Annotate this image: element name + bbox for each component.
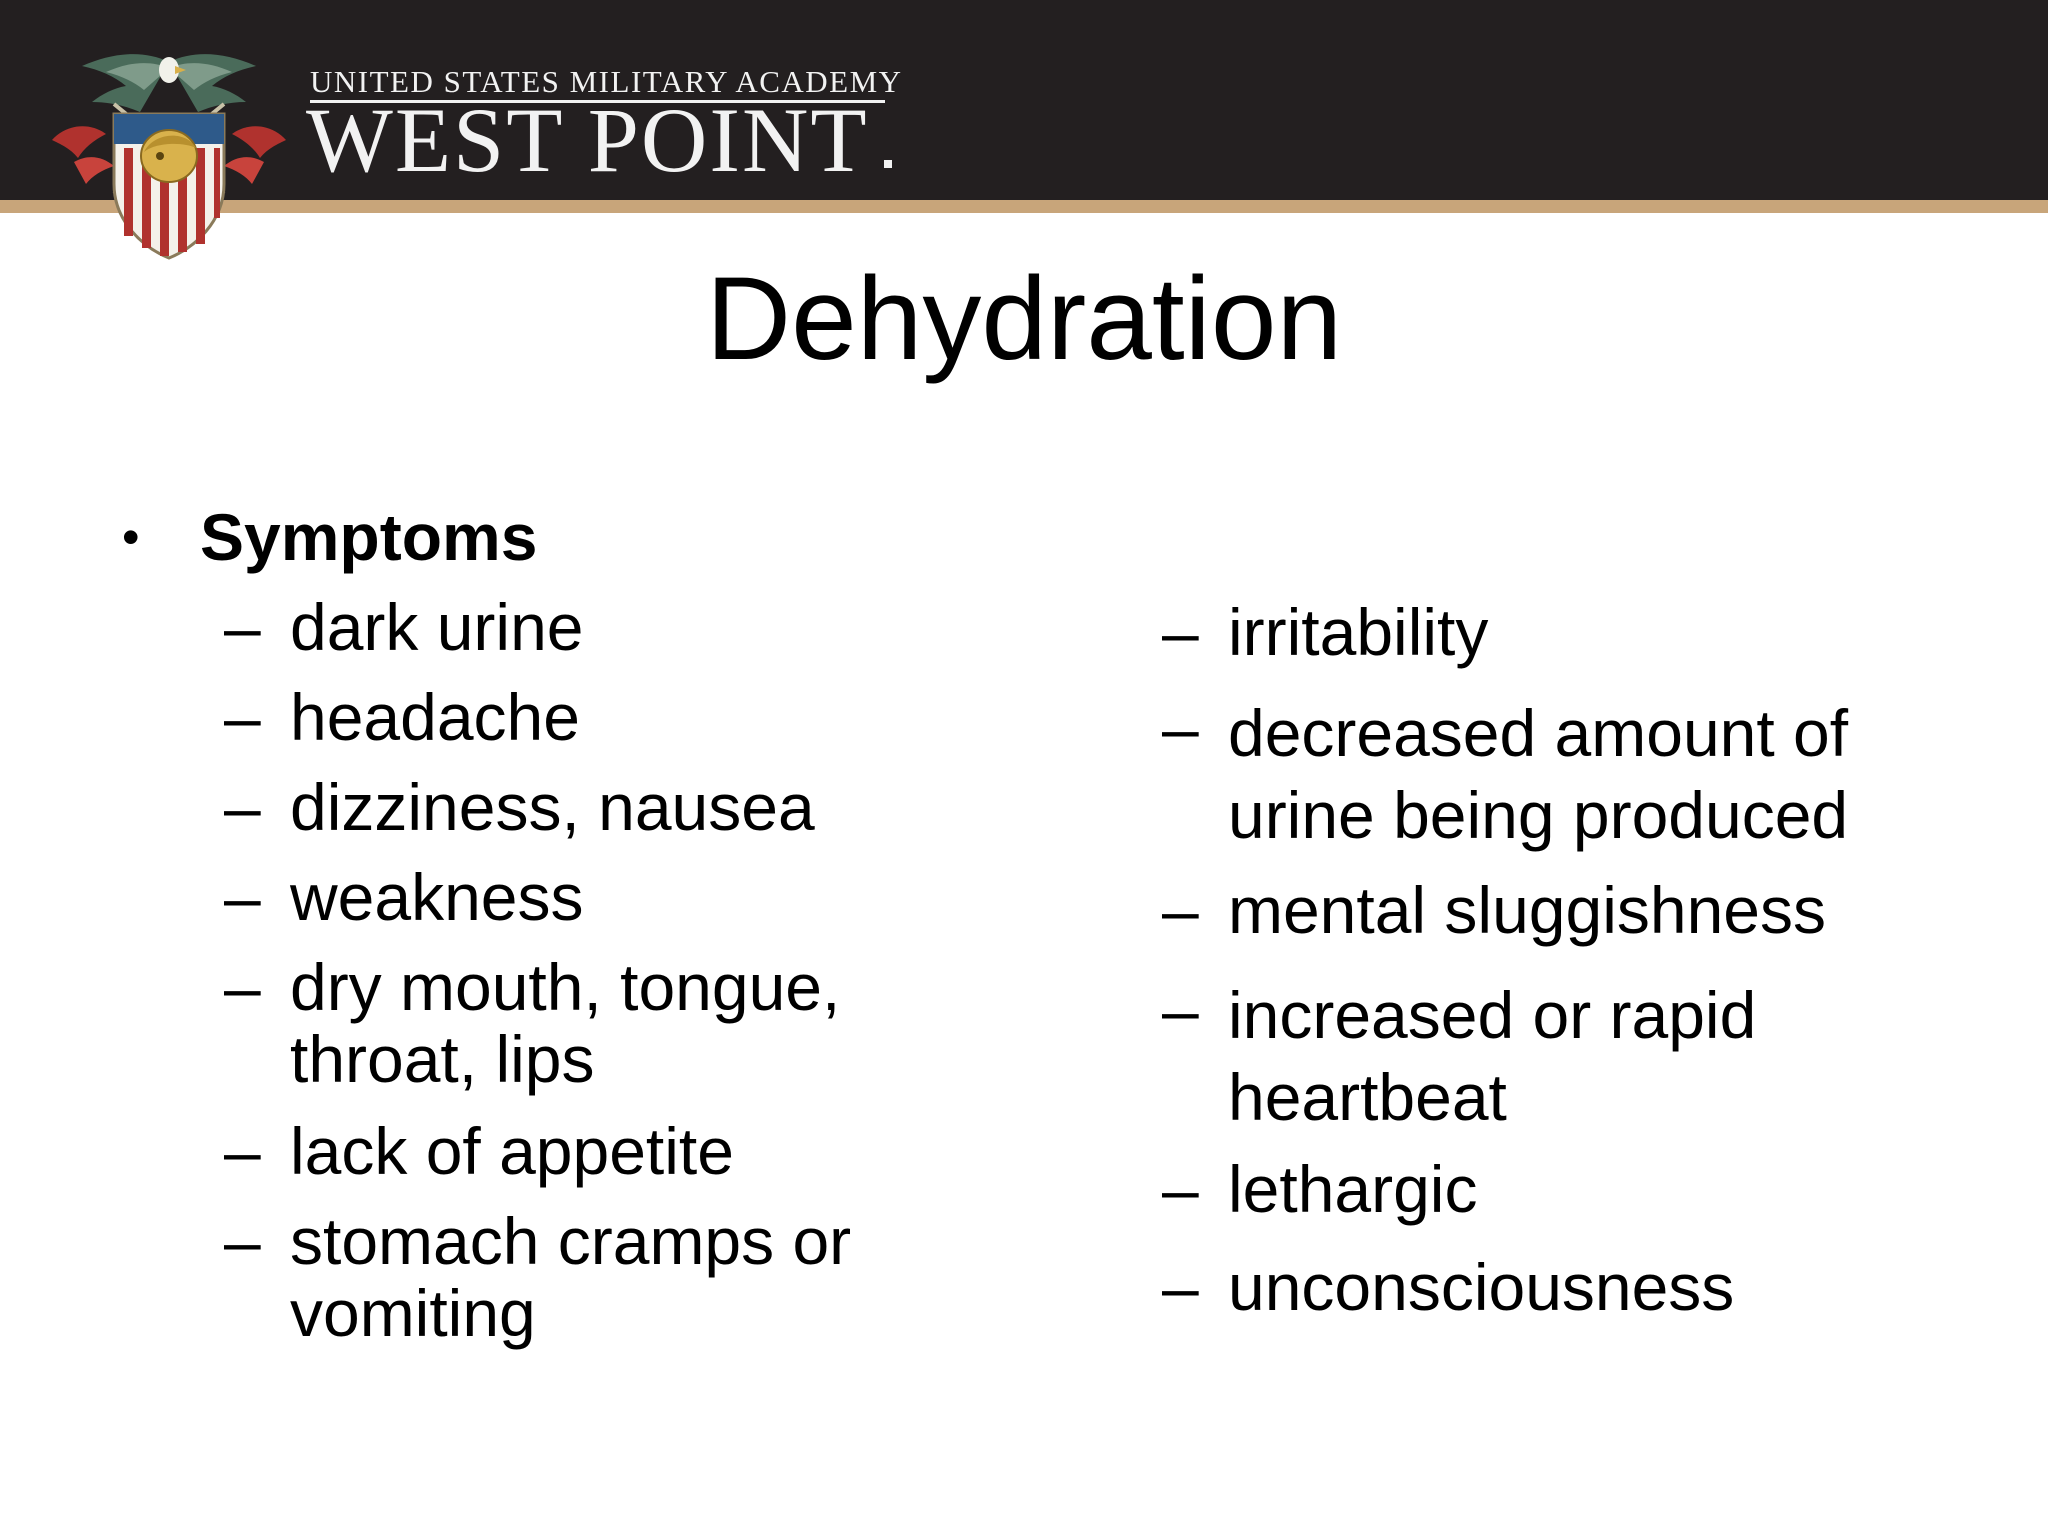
item-line: weakness [290, 860, 584, 934]
dash-marker: – [224, 1114, 261, 1188]
item-line: increased or rapid [1228, 978, 1757, 1052]
dash-marker: – [224, 860, 261, 934]
header-stripe [0, 200, 2048, 213]
item-line: lack of appetite [290, 1114, 734, 1188]
slide-title: Dehydration [705, 253, 1343, 385]
bullet-marker: • [122, 509, 140, 565]
item-line: dry mouth, tongue, [290, 950, 841, 1024]
dash-marker: – [1162, 1152, 1199, 1226]
bullet-label: Symptoms [200, 500, 538, 574]
dash-marker: – [224, 1204, 261, 1278]
item-line: lethargic [1228, 1152, 1478, 1226]
item-line: mental sluggishness [1228, 873, 1826, 947]
item-line: stomach cramps or [290, 1204, 852, 1278]
dash-marker: – [1162, 973, 1199, 1047]
item-line: irritability [1228, 595, 1489, 669]
item-line: urine being produced [1228, 778, 1849, 852]
bullet-symptoms [122, 500, 537, 576]
item-line: dark urine [290, 590, 584, 664]
dash-marker: – [224, 770, 261, 844]
item-line: vomiting [290, 1276, 536, 1350]
dash-marker: – [1162, 873, 1199, 947]
west-point-crest-icon [44, 44, 294, 264]
dash-marker: – [1162, 691, 1199, 765]
dash-marker: – [224, 680, 261, 754]
dash-marker: – [1162, 1250, 1199, 1324]
item-line: throat, lips [290, 1022, 595, 1096]
item-line: dizziness, nausea [290, 770, 815, 844]
academy-name: UNITED STATES MILITARY ACADEMY [310, 64, 903, 99]
brand-dot [884, 160, 892, 168]
item-line: heartbeat [1228, 1060, 1507, 1134]
brand-name: WEST POINT [306, 89, 869, 191]
item-line: headache [290, 680, 580, 754]
item-line: unconsciousness [1228, 1250, 1735, 1324]
item-line: decreased amount of [1228, 696, 1849, 770]
dash-marker: – [224, 590, 261, 664]
dash-marker: – [224, 950, 261, 1024]
dash-marker: – [1162, 595, 1199, 669]
